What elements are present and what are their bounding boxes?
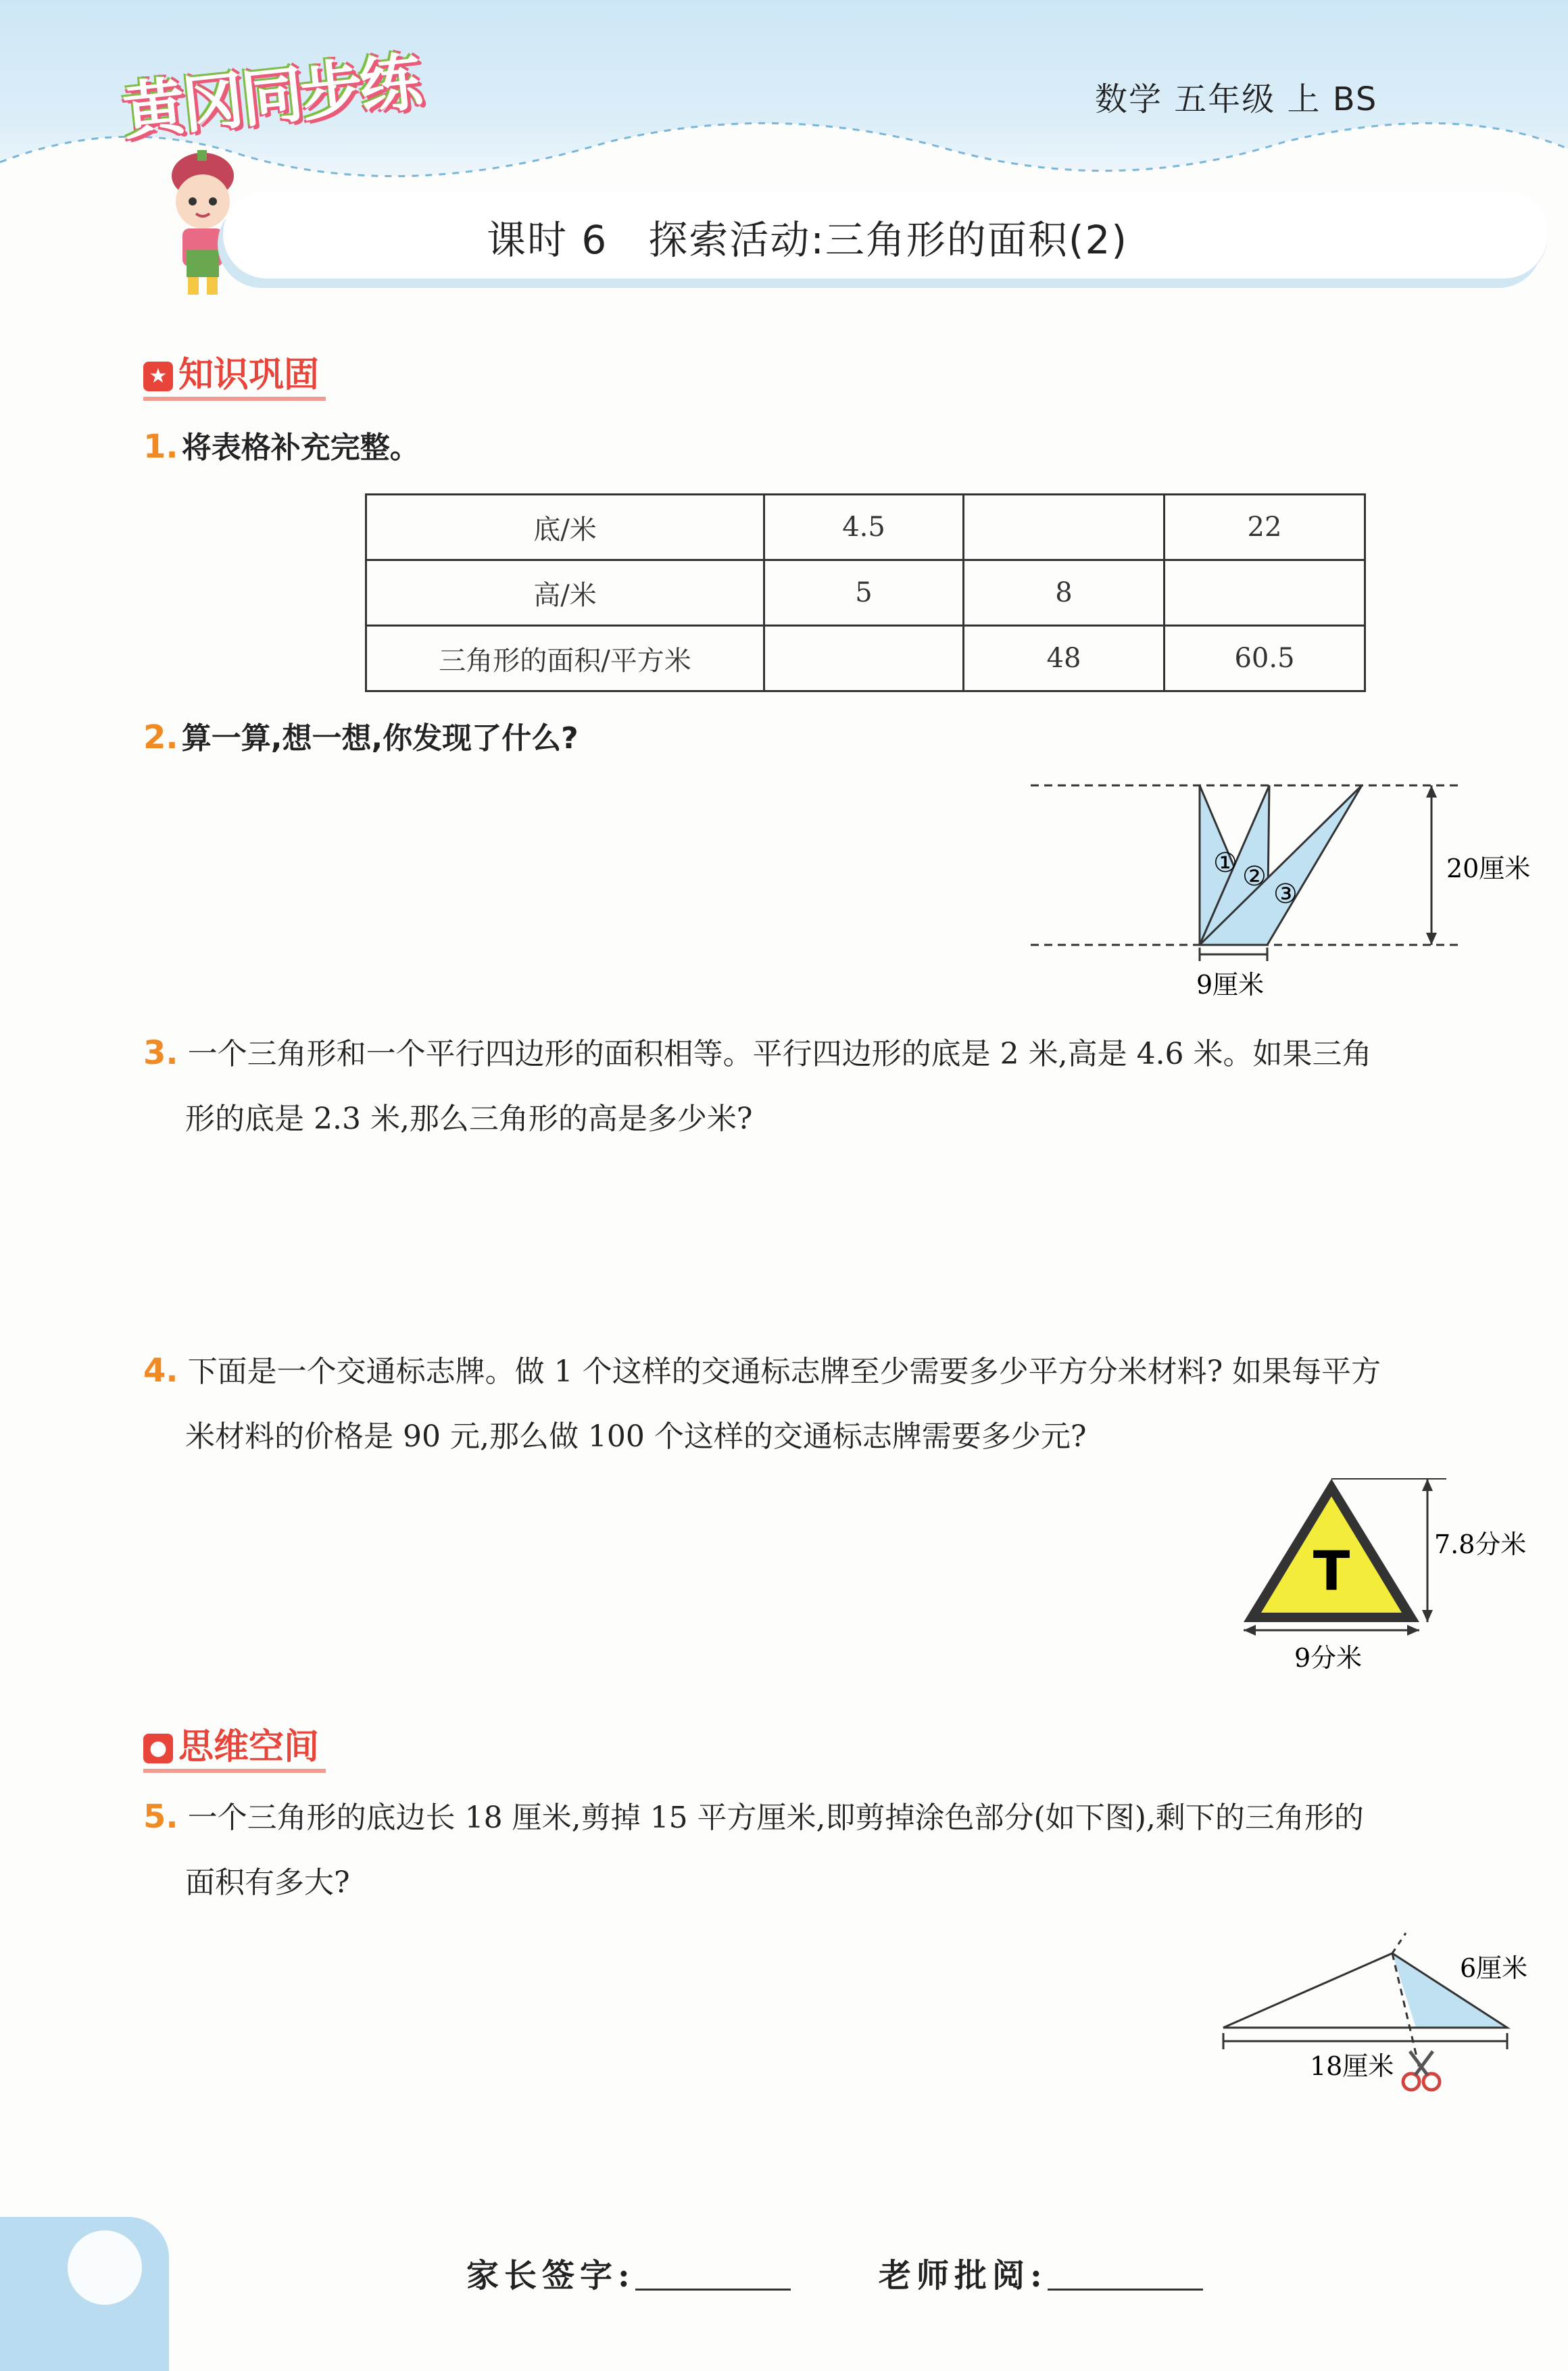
question-5 <box>143 1784 1549 1915</box>
question-3 <box>143 1021 1549 1152</box>
question-number: 3. <box>143 1034 178 1072</box>
table-cell[interactable] <box>964 495 1165 560</box>
question-text: 一个三角形和一个平行四边形的面积相等。平行四边形的底是 2 米,高是 4.6 米。如果三角 <box>187 1037 1372 1071</box>
question-text: 一个三角形的底边长 18 厘米,剪掉 15 平方厘米,即剪掉涂色部分(如下图),剩下的三角形的 <box>187 1801 1364 1835</box>
question-number: 5. <box>143 1798 178 1836</box>
page-number-badge <box>68 2230 142 2305</box>
table-row <box>366 626 1365 691</box>
section-thinking <box>143 1718 326 1773</box>
base-label: 9分米 <box>1294 1643 1363 1673</box>
cut-label: 6厘米 <box>1460 1953 1528 1983</box>
table-cell: 48 <box>964 626 1165 691</box>
question-number: 4. <box>143 1352 178 1390</box>
question-text: 下面是一个交通标志牌。做 1 个这样的交通标志牌至少需要多少平方分米材料? 如果每平方 <box>187 1354 1381 1389</box>
star-icon: ★ <box>143 362 173 391</box>
triangle-label-3: ③ <box>1273 879 1298 910</box>
height-label: 7.8分米 <box>1434 1530 1527 1559</box>
teacher-review-line[interactable] <box>1048 2289 1203 2291</box>
teacher-review <box>879 2249 1203 2296</box>
question-text: 将表格补充完整。 <box>181 431 420 465</box>
triangles-figure <box>1014 771 1554 1014</box>
section-knowledge <box>143 346 326 401</box>
table-cell[interactable] <box>1165 560 1365 626</box>
parent-sign-label: 家长签字: <box>466 2257 635 2295</box>
base-label: 9厘米 <box>1196 970 1265 1000</box>
table-cell: 22 <box>1165 495 1365 560</box>
traffic-sign-figure <box>1230 1467 1554 1690</box>
lightbulb-icon: ● <box>143 1734 173 1763</box>
base-label: 18厘米 <box>1310 2051 1394 2081</box>
table-row <box>366 560 1365 626</box>
question-number: 1. <box>143 428 178 466</box>
table-cell[interactable] <box>764 626 964 691</box>
parent-signature <box>466 2249 791 2296</box>
section-thinking-label: 思维空间 <box>178 1727 320 1767</box>
section-knowledge-label: 知识巩固 <box>178 355 320 395</box>
parent-sign-line[interactable] <box>635 2289 791 2291</box>
height-label: 20厘米 <box>1446 854 1531 883</box>
table-cell: 高/米 <box>366 560 764 626</box>
table-cell: 三角形的面积/平方米 <box>366 626 764 691</box>
triangle-label-2: ② <box>1242 861 1267 892</box>
cut-triangle-figure <box>1203 1920 1554 2095</box>
question-text-cont: 面积有多大? <box>185 1865 350 1900</box>
question-text-cont: 形的底是 2.3 米,那么三角形的高是多少米? <box>185 1102 753 1136</box>
table-cell: 4.5 <box>764 495 964 560</box>
question-2 <box>143 714 579 757</box>
question-number: 2. <box>143 718 178 756</box>
question-text-cont: 米材料的价格是 90 元,那么做 100 个这样的交通标志牌需要多少元? <box>185 1419 1087 1454</box>
scissors-icon <box>1403 2051 1440 2090</box>
table-cell: 底/米 <box>366 495 764 560</box>
question-1 <box>143 423 420 466</box>
table-cell: 8 <box>964 560 1165 626</box>
question-4 <box>143 1338 1549 1469</box>
table-cell: 5 <box>764 560 964 626</box>
brand-logo: 黄冈同步练 <box>119 45 423 149</box>
table-cell: 60.5 <box>1165 626 1365 691</box>
fill-table <box>365 493 1366 692</box>
sign-letter: T <box>1313 1540 1350 1603</box>
triangle-label-1: ① <box>1213 848 1238 879</box>
lesson-title: 课时 6 探索活动:三角形的面积(2) <box>487 217 1129 263</box>
question-text: 算一算,想一想,你发现了什么? <box>181 721 579 756</box>
table-row <box>366 495 1365 560</box>
teacher-review-label: 老师批阅: <box>879 2257 1048 2295</box>
subject-grade: 数学 五年级 上 BS <box>1095 80 1378 118</box>
